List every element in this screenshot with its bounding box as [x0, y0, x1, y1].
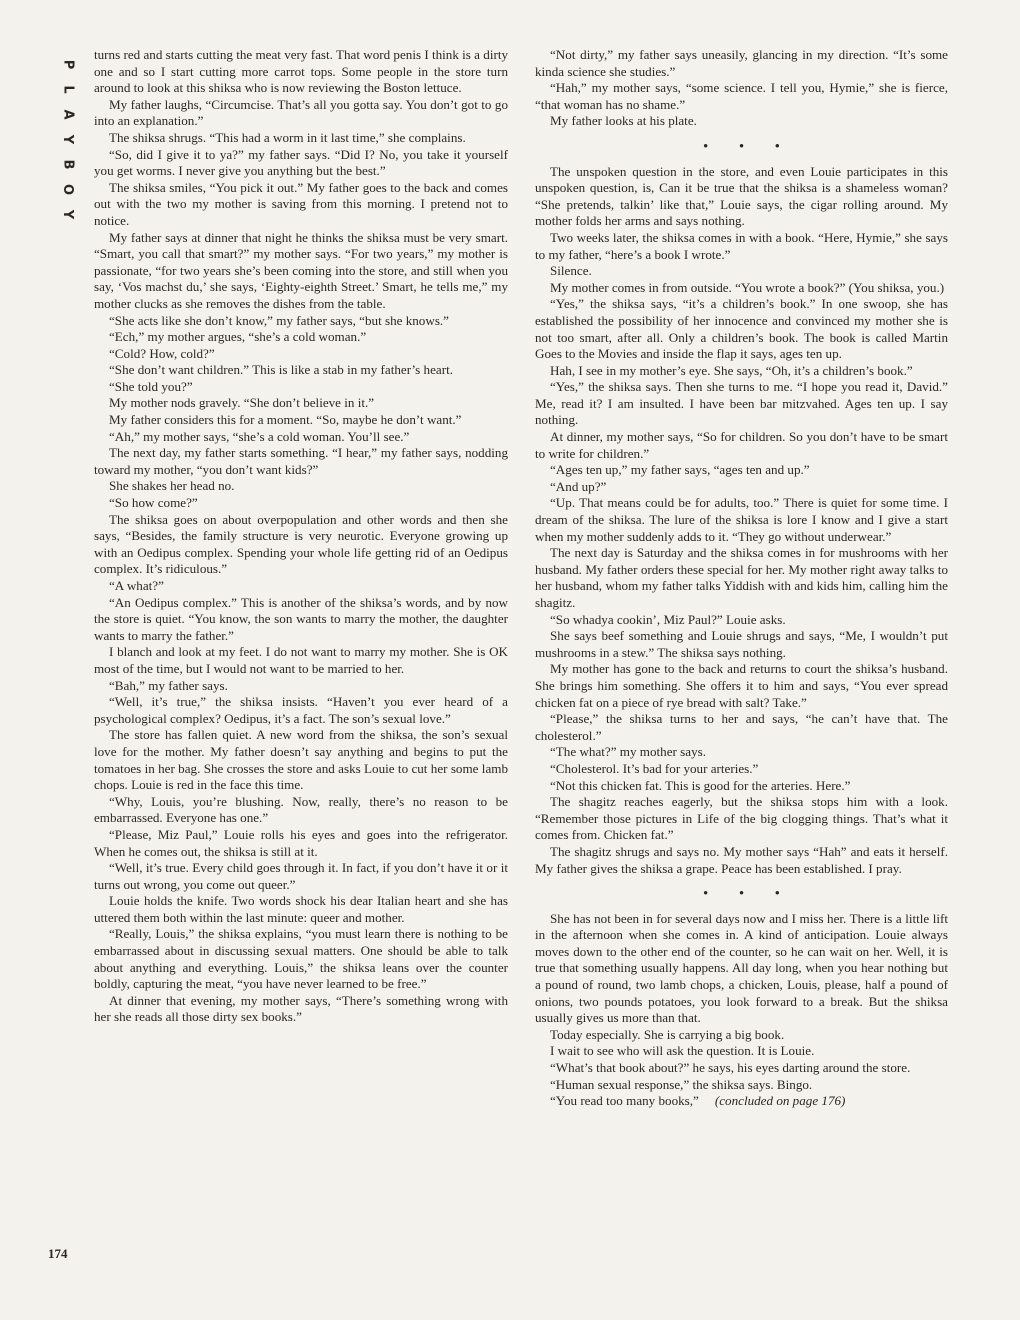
brand-letter: L	[60, 85, 76, 94]
section-break: • • •	[703, 885, 794, 901]
brand-letter: Y	[60, 209, 76, 220]
paragraph: “Hah,” my mother says, “some science. I tell you, Hymie,” she is fierce, “that woman has no shame.”	[535, 80, 948, 112]
paragraph: My mother nods gravely. “She don’t believe in it.”	[109, 395, 375, 411]
paragraph: The next day is Saturday and the shiksa comes in for mushrooms with her husband. My father orders these special for her. My mother right away talks to her husband, whom my father talks Yiddish with and kids him, calling him the shagitz.	[535, 545, 948, 610]
paragraph: “The what?” my mother says.	[550, 744, 706, 760]
paragraph: “She don’t want children.” This is like a stab in my father’s heart.	[109, 362, 453, 378]
paragraph: “Human sexual response,” the shiksa says. Bingo.	[550, 1076, 813, 1092]
paragraph: “Ech,” my mother argues, “she’s a cold woman.”	[109, 329, 367, 345]
final-line	[535, 1093, 948, 1110]
paragraph: “Bah,” my father says.	[109, 677, 228, 693]
paragraph: She has not been in for several days now and I miss her. There is a little lift in the afternoon when she comes in. A kind of anticipation. Louie always moves down to the other end of the counter, so he can wait on her. Well, it is true that something usually happens. All day long, when you hear nothing but a pound of round, two lamb chops, a chicken, Louis, please, half a pound of onions, two pounds potatoes, you look forward to a break. But the shiksa usually gives us more than that.	[535, 910, 948, 1026]
paragraph: The shiksa shrugs. “This had a worm in it last time,” she complains.	[109, 129, 466, 145]
paragraph: At dinner, my mother says, “So for children. So you don’t have to be smart to write for children.”	[535, 429, 948, 461]
paragraph: The shiksa smiles, “You pick it out.” My father goes to the back and comes out with the two my mother is saving from this morning. I pretend not to notice.	[94, 179, 508, 228]
continued-note: (concluded on page 176)	[714, 1093, 846, 1109]
paragraph: Two weeks later, the shiksa comes in with a book. “Here, Hymie,” she says to my father, “here’s a book I wrote.”	[535, 229, 948, 262]
paragraph: She shakes her head no.	[109, 478, 235, 494]
paragraph: I blanch and look at my feet. I do not want to marry my mother. She is OK most of the time, but I would not want to be married to her.	[94, 644, 508, 676]
paragraph: “So whadya cookin’, Miz Paul?” Louie asks.	[550, 611, 786, 627]
paragraph: “Well, it’s true. Every child goes through it. In fact, if you don’t have it or it turns out wrong, you come out queer.”	[94, 860, 508, 892]
paragraph: Today especially. She is carrying a big book.	[550, 1026, 785, 1042]
paragraph: My father looks at his plate.	[550, 113, 697, 129]
paragraph: At dinner that evening, my mother says, “There’s something wrong with her she reads all those dirty sex books.”	[94, 992, 508, 1025]
paragraph: “And up?”	[550, 478, 607, 494]
paragraph: Hah, I see in my mother’s eye. She says, “Oh, it’s a children’s book.”	[550, 362, 913, 378]
paragraph: “Well, it’s true,” the shiksa insists. “Haven’t you ever heard of a psychological complex? Oedipus, it’s a fact. The son’s sexual love.”	[94, 694, 508, 726]
brand-letter: B	[60, 159, 76, 170]
page-number: 174	[48, 1246, 68, 1261]
paragraph: “Up. That means could be for adults, too.” There is quiet for some time. I dream of the shiksa. The lure of the shiksa is lore I know and I give a start when my mother suddenly adds to it. “They go without underwear.”	[535, 495, 948, 544]
paragraph: “Not dirty,” my father says uneasily, glancing in my direction. “It’s some kinda science she studies.”	[535, 47, 948, 79]
paragraph: “Cold? How, cold?”	[109, 345, 215, 361]
paragraph: I wait to see who will ask the question. It is Louie.	[550, 1043, 815, 1059]
paragraph: My father laughs, “Circumcise. That’s all you gotta say. You don’t got to go into an explanation.”	[94, 96, 508, 129]
paragraph: My father says at dinner that night he thinks the shiksa must be very smart. “Smart, you call that smart?” my mother says. “For two years,” my mother is passionate, “for two years she’s been coming into the store, and still when you say, ‘Vos machst du,’ she says, ‘Eighty-eighth Street.’ Smart, he tells me,” my mother clucks as she removes the dishes from the table.	[94, 229, 508, 311]
paragraph: Louie holds the knife. Two words shock his dear Italian heart and she has uttered them both within the last minute: queer and mother.	[94, 893, 508, 925]
magazine-name-vertical	[60, 52, 76, 227]
paragraph: The shagitz shrugs and says no. My mother says “Hah” and eats it herself. My father gives the shiksa a grape. Peace has been established. I pray.	[535, 843, 948, 876]
paragraph: “What’s that book about?” he says, his eyes darting around the store.	[550, 1060, 911, 1076]
paragraph: The store has fallen quiet. A new word from the shiksa, the son’s sexual love for the mother. My father doesn’t say anything and begins to put the tomatoes in her bag. She crosses the store and asks Louie to cut her some lamb chops. Louie is red in the face this time.	[94, 727, 508, 793]
brand-letter: P	[60, 59, 76, 70]
paragraph: “Yes,” the shiksa says. Then she turns to me. “I hope you read it, David.” Me, read it? I am insulted. I have been bar mitzvahed. Ages ten up. I say nothing.	[535, 379, 948, 428]
paragraph: “She told you?”	[109, 378, 193, 394]
paragraph: “Not this chicken fat. This is good for the arteries. Here.”	[550, 777, 851, 793]
paragraph: “Yes,” the shiksa says, “it’s a children’s book.” In one swoop, she has established the possibility of her innocence and convinced my mother she is not too smart, after all. Only a children’s book. The book is called Martin Goes to the Movies and inside the flap it says, ages ten up.	[535, 296, 948, 362]
section-break: • • •	[703, 137, 794, 153]
paragraph: The shagitz reaches eagerly, but the shiksa stops him with a look. “Remember those pictures in Life of the big clogging things. That’s what it comes from. Chicken fat.”	[535, 794, 948, 843]
paragraph: The next day, my father starts something. “I hear,” my father says, nodding toward my mother, “you don’t want kids?”	[94, 445, 508, 477]
paragraph: “Please, Miz Paul,” Louie rolls his eyes and goes into the refrigerator. When he comes out, the shiksa is still at it.	[94, 826, 508, 859]
left-column	[94, 47, 508, 1026]
brand-letter: Y	[60, 134, 76, 145]
brand-letter: O	[60, 183, 76, 196]
paragraph: Silence.	[550, 263, 592, 279]
paragraph: “Ages ten up,” my father says, “ages ten and up.”	[550, 462, 810, 478]
paragraph: “A what?”	[109, 578, 164, 593]
paragraph: “She acts like she don’t know,” my father says, “but she knows.”	[109, 312, 449, 328]
right-column	[535, 47, 948, 1110]
paragraph: “Really, Louis,” the shiksa explains, “you must learn there is nothing to be embarrassed about in discussing sexual matters. One should be able to talk about anything and everything. Louis,” the shiksa leans over the counter boldly, capturing the meat, “you have never learned to be free.”	[94, 926, 508, 992]
paragraph: “An Oedipus complex.” This is another of the shiksa’s words, and by now the store is quiet. “You know, the son wants to marry the mother, the daughter wants to marry the father.”	[94, 594, 508, 643]
final-line-text: “You read too many books,”	[550, 1093, 699, 1109]
paragraph: “Why, Louis, you’re blushing. Now, really, there’s no reason to be embarrassed. Everyone has one.”	[94, 793, 508, 826]
paragraph: “Please,” the shiksa turns to her and says, “he can’t have that. The cholesterol.”	[535, 711, 948, 743]
paragraph: “So, did I give it to ya?” my father says. “Did I? No, you take it yourself you get worms. I never give you anything but the best.”	[94, 146, 508, 179]
paragraph: My father considers this for a moment. “So, maybe he don’t want.”	[109, 412, 462, 428]
paragraph: My mother comes in from outside. “You wrote a book?” (You shiksa, you.)	[550, 279, 945, 295]
paragraph: The unspoken question in the store, and even Louie participates in this unspoken question, is, Can it be true that the shiksa is a shameless woman? “She pretends, talkin’ like that,” Louie says, the cigar rolling around. My mother folds her arms and says nothing.	[535, 163, 948, 229]
paragraph: The shiksa goes on about overpopulation and other words and then she says, “Besides, the family structure is very neurotic. Everyone growing up with an Oedipus complex. Spending your whole life getting rid of an Oedipus complex. It’s ridiculous.”	[94, 511, 508, 577]
brand-letter: A	[60, 109, 76, 120]
paragraph: My mother has gone to the back and returns to court the shiksa’s husband. She brings him something. She offers it to him and says, “You ever spread chicken fat on a piece of rye bread with salt? Take.”	[535, 661, 948, 710]
paragraph: “Ah,” my mother says, “she’s a cold woman. You’ll see.”	[109, 428, 410, 444]
paragraph: “So how come?”	[109, 495, 198, 511]
paragraph: She says beef something and Louie shrugs and says, “Me, I wouldn’t put mushrooms in a stew.” The shiksa says nothing.	[535, 628, 948, 660]
paragraph: “Cholesterol. It’s bad for your arteries.”	[550, 760, 759, 776]
paragraph: turns red and starts cutting the meat very fast. That word penis I think is a dirty one and so I start cutting more carrot tops. Some people in the store turn around to look at this shiksa who is now reviewing the Boston lettuce.	[94, 47, 508, 96]
